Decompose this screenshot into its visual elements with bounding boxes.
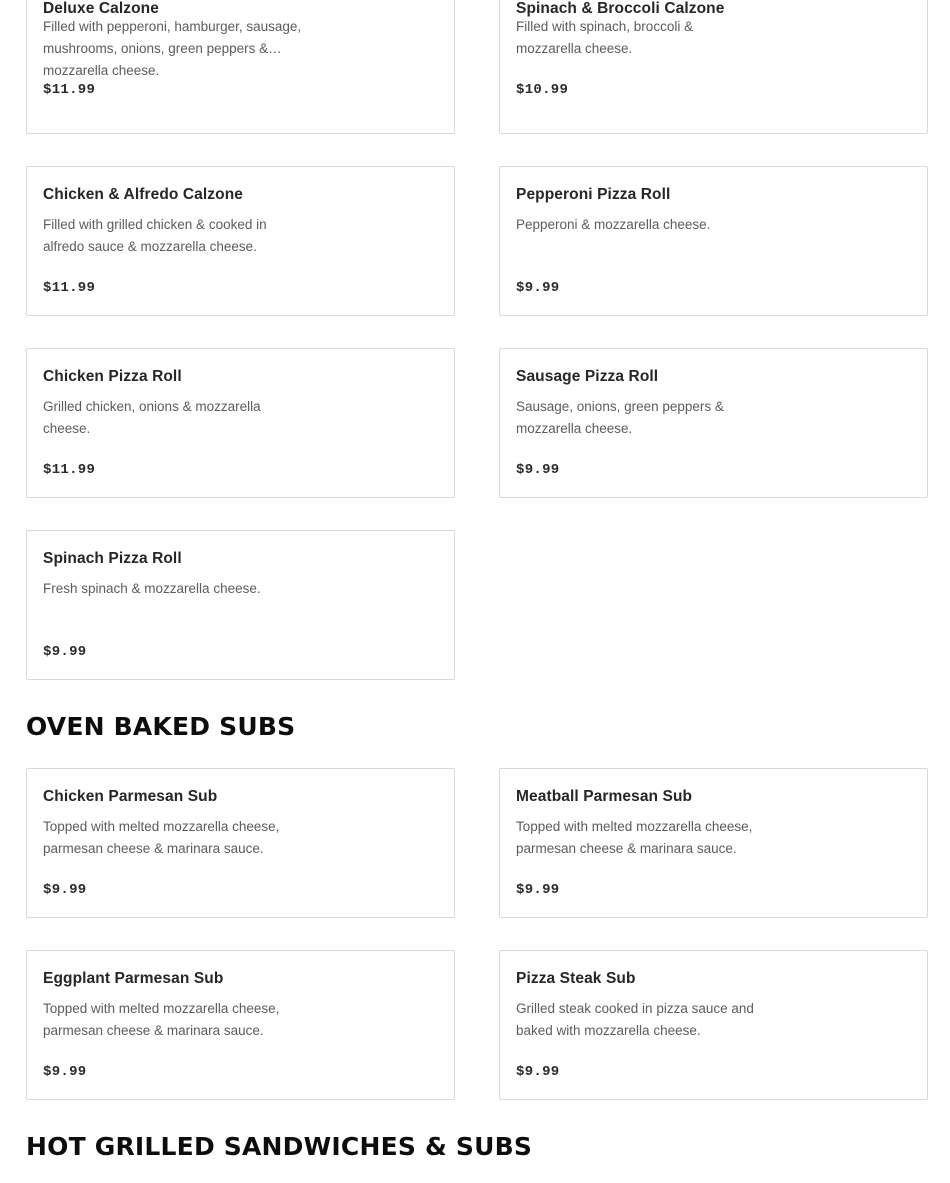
item-name: Sausage Pizza Roll — [516, 368, 659, 385]
item-name: Eggplant Parmesan Sub — [43, 970, 224, 987]
menu-item-card[interactable] — [499, 166, 928, 316]
item-description: Topped with melted mozzarella cheese, parmesan cheese & marinara sauce. — [43, 819, 280, 856]
menu-item-card[interactable] — [499, 0, 928, 134]
item-price: $9.99 — [516, 462, 560, 478]
item-price: $9.99 — [516, 1064, 560, 1080]
item-description: Sausage, onions, green peppers & mozzarella cheese. — [516, 399, 724, 436]
item-price: $9.99 — [43, 1064, 87, 1080]
item-description: Grilled steak cooked in pizza sauce and baked with mozzarella cheese. — [516, 1001, 754, 1038]
item-description: Filled with pepperoni, hamburger, sausage, mushrooms, onions, green peppers & mozzarella cheese. — [43, 19, 302, 78]
menu-item-card[interactable] — [26, 0, 455, 134]
section-title: OVEN BAKED SUBS — [26, 712, 296, 741]
item-description: Topped with melted mozzarella cheese, parmesan cheese & marinara sauce. — [516, 819, 753, 856]
item-description: Filled with spinach, broccoli & mozzarella cheese. — [516, 19, 694, 56]
menu-item-card[interactable] — [499, 768, 928, 918]
item-name: Spinach Pizza Roll — [43, 550, 182, 567]
item-name: Deluxe Calzone — [43, 0, 159, 17]
item-price: $9.99 — [43, 882, 87, 898]
item-name: Pepperoni Pizza Roll — [516, 186, 671, 203]
item-name: Spinach & Broccoli Calzone — [516, 0, 725, 17]
item-name: Chicken Pizza Roll — [43, 368, 182, 385]
item-name: Pizza Steak Sub — [516, 970, 636, 987]
section-title: HOT GRILLED SANDWICHES & SUBS — [26, 1132, 533, 1161]
menu-item-card[interactable] — [26, 530, 455, 680]
item-price: $11.99 — [43, 280, 96, 296]
item-description: Grilled chicken, onions & mozzarella cheese. — [43, 399, 261, 436]
item-name: Meatball Parmesan Sub — [516, 788, 693, 805]
menu-item-card[interactable] — [499, 348, 928, 498]
menu-item-card[interactable] — [499, 950, 928, 1100]
menu-item-card[interactable] — [26, 166, 455, 316]
item-price: $9.99 — [43, 644, 87, 660]
item-description: Fresh spinach & mozzarella cheese. — [43, 581, 261, 596]
menu-item-card[interactable] — [26, 950, 455, 1100]
item-name: Chicken & Alfredo Calzone — [43, 186, 244, 203]
item-price: $11.99 — [43, 462, 96, 478]
item-price: $9.99 — [516, 280, 560, 296]
item-description: Filled with grilled chicken & cooked in alfredo sauce & mozzarella cheese. — [43, 217, 267, 254]
item-description: Topped with melted mozzarella cheese, parmesan cheese & marinara sauce. — [43, 1001, 280, 1038]
item-name: Chicken Parmesan Sub — [43, 788, 218, 805]
menu-item-card[interactable] — [26, 348, 455, 498]
menu-item-card[interactable] — [26, 768, 455, 918]
item-price: $10.99 — [516, 82, 569, 98]
item-price: $9.99 — [516, 882, 560, 898]
item-price: $11.99 — [43, 82, 96, 98]
item-description: Pepperoni & mozzarella cheese. — [516, 217, 711, 232]
